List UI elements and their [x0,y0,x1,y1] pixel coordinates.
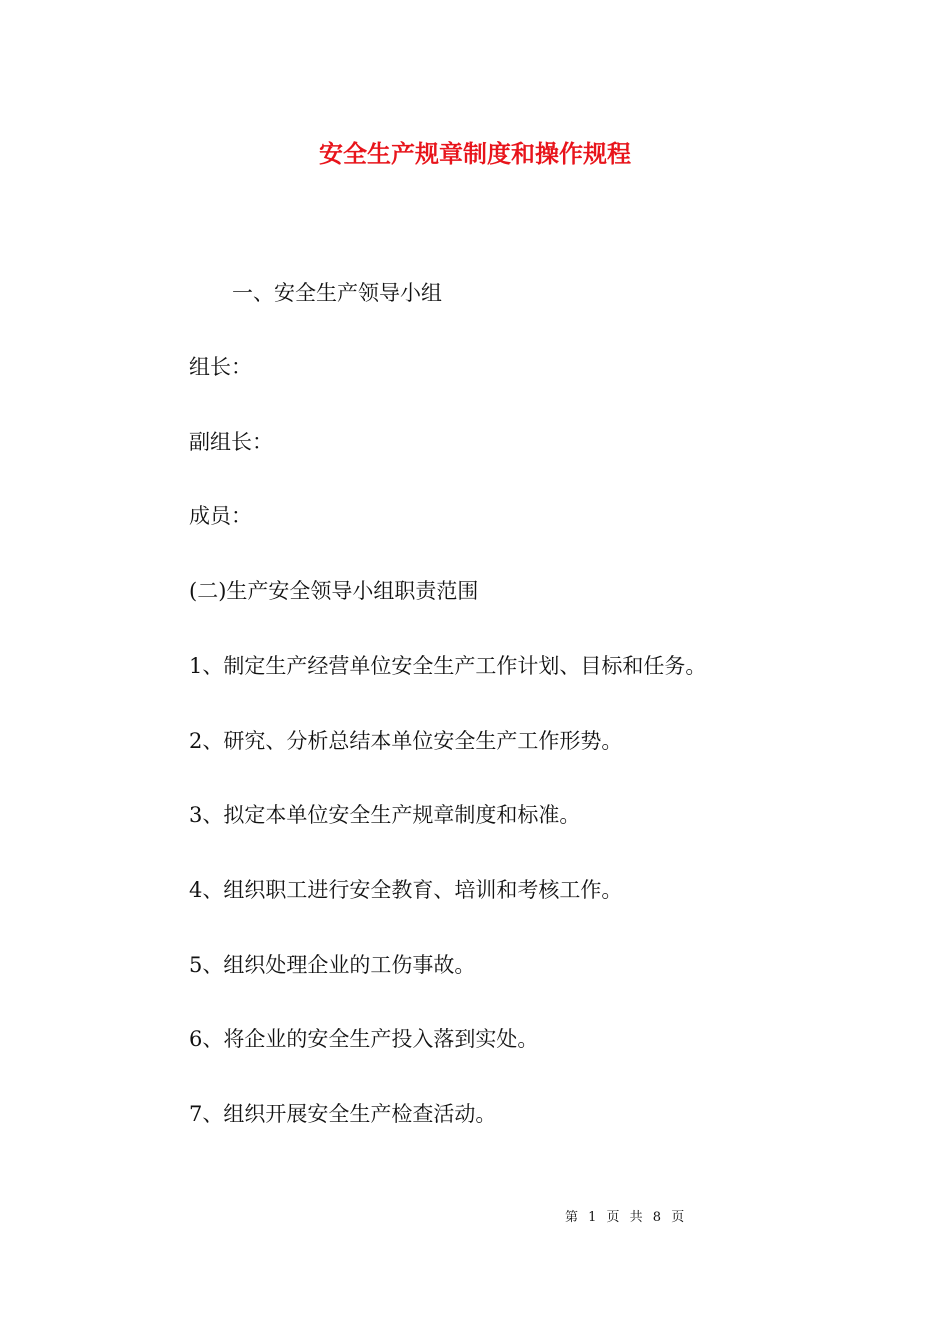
page-number: 第 1 页 共 8 页 [565,1210,686,1225]
document-title: 安全生产规章制度和操作规程 [319,139,631,168]
list-item: 2、研究、分析总结本单位安全生产工作形势。 [189,729,623,753]
list-item: 7、组织开展安全生产检查活动。 [189,1102,497,1126]
deputy-leader-label: 副组长： [189,430,273,454]
list-item: 6、将企业的安全生产投入落到实处。 [189,1027,539,1051]
list-item: 4、组织职工进行安全教育、培训和考核工作。 [189,878,623,902]
leader-label: 组长： [189,355,252,379]
list-item: 1、制定生产经营单位安全生产工作计划、目标和任务。 [189,654,707,678]
list-item: 5、组织处理企业的工伤事故。 [189,953,476,977]
subsection-heading: (二)生产安全领导小组职责范围 [189,579,479,603]
section-heading: 一、安全生产领导小组 [232,281,442,305]
list-item: 3、拟定本单位安全生产规章制度和标准。 [189,803,581,827]
members-label: 成员： [189,504,252,528]
